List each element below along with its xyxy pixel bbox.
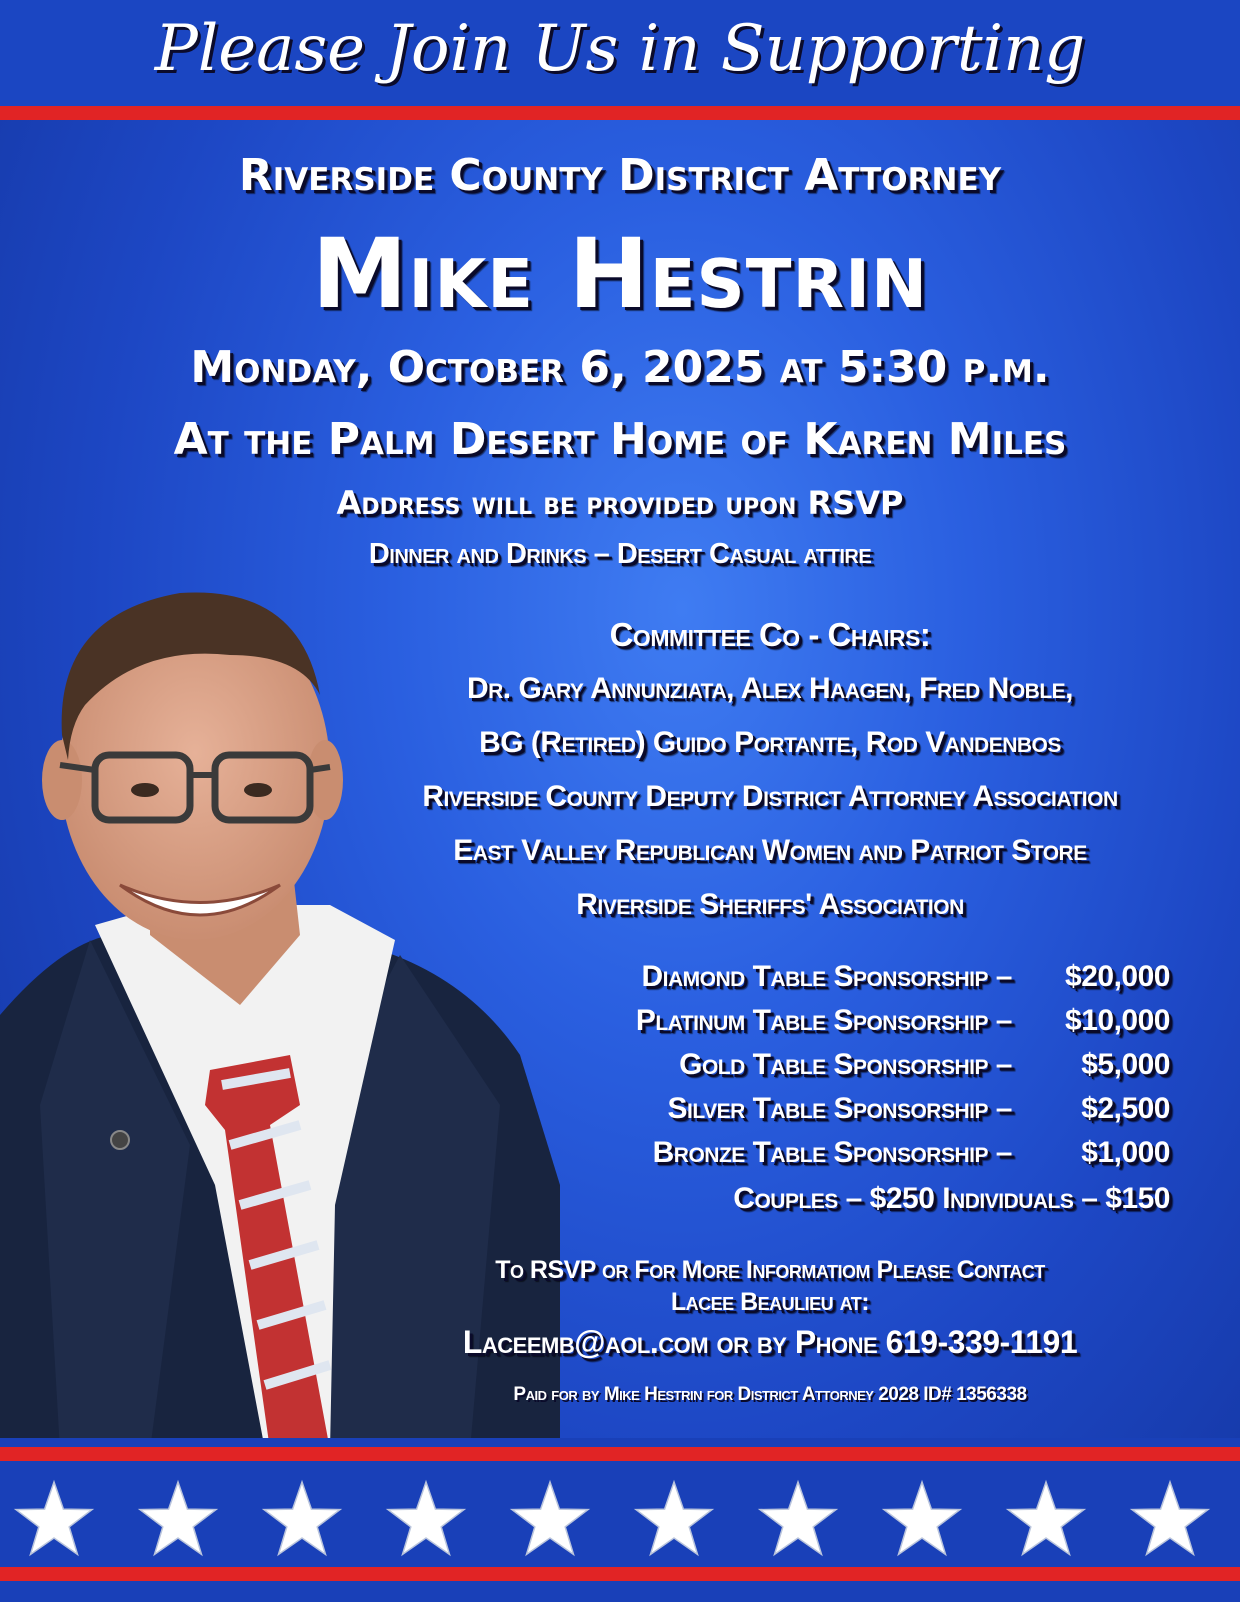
candidate-name: Mike Hestrin <box>311 218 929 330</box>
sponsorship-tier <box>560 1048 1170 1082</box>
office-title: Riverside County District Attorney <box>238 150 1002 201</box>
contact-line: To RSVP or For More Informatiom Please Contact <box>495 1256 1045 1284</box>
committee-member: Riverside Sheriffs' Association <box>576 888 964 921</box>
sponsorship-label: Gold Table Sponsorship – <box>679 1048 1012 1081</box>
bottom-red-stripe-upper <box>0 1447 1240 1461</box>
event-date-time: Monday, October 6, 2025 at 5:30 p.m. <box>190 342 1050 393</box>
committee-member: East Valley Republican Women and Patriot Store <box>453 834 1087 867</box>
star-row <box>0 1470 1240 1570</box>
sponsorship-amount: $20,000 <box>1065 960 1170 993</box>
contact-name: Lacee Beaulieu at: <box>670 1288 870 1316</box>
star-icon <box>140 1482 216 1554</box>
committee-member: BG (Retired) Guido Portante, Rod Vandenbos <box>479 726 1061 759</box>
address-note: Address will be provided upon RSVP <box>336 484 904 522</box>
sponsorship-amount: $2,500 <box>1081 1092 1170 1125</box>
headline: Please Join Us in Supporting <box>154 12 1086 86</box>
committee-heading: Committee Co - Chairs: <box>609 616 931 653</box>
paid-for-disclaimer: Paid for by Mike Hestrin for District Attorney 2028 ID# 1356338 <box>513 1384 1027 1405</box>
candidate-photo <box>0 585 560 1450</box>
sponsorship-label: Bronze Table Sponsorship – <box>652 1136 1012 1169</box>
star-icon <box>388 1482 464 1554</box>
ticket-prices-text: Couples – $250 Individuals – $150 <box>733 1182 1170 1215</box>
sponsorship-label: Diamond Table Sponsorship – <box>641 960 1012 993</box>
event-venue: At the Palm Desert Home of Karen Miles <box>173 414 1067 465</box>
star-icon <box>512 1482 588 1554</box>
dress-code: Dinner and Drinks – Desert Casual attire <box>368 538 872 570</box>
top-red-stripe <box>0 106 1240 120</box>
sponsorship-tier <box>560 960 1170 994</box>
sponsorship-amount: $10,000 <box>1065 1004 1170 1037</box>
sponsorship-amount: $1,000 <box>1081 1136 1170 1169</box>
sponsorship-tier <box>560 1004 1170 1038</box>
sponsorship-label: Silver Table Sponsorship – <box>667 1092 1012 1125</box>
committee-member: Riverside County Deputy District Attorney Association <box>422 780 1118 813</box>
star-icon <box>884 1482 960 1554</box>
star-icon <box>760 1482 836 1554</box>
star-icon <box>1132 1482 1208 1554</box>
star-icon <box>264 1482 340 1554</box>
contact-email-phone: Laceemb@aol.com or by Phone 619-339-1191 <box>462 1324 1078 1360</box>
sponsorship-label: Platinum Table Sponsorship – <box>635 1004 1012 1037</box>
sponsorship-tier <box>560 1092 1170 1126</box>
star-icon <box>1008 1482 1084 1554</box>
committee-member: Dr. Gary Annunziata, Alex Haagen, Fred Noble, <box>466 672 1074 705</box>
star-icon <box>636 1482 712 1554</box>
sponsorship-tier <box>560 1136 1170 1170</box>
star-icon <box>16 1482 92 1554</box>
sponsorship-amount: $5,000 <box>1081 1048 1170 1081</box>
ticket-prices <box>560 1182 1170 1216</box>
